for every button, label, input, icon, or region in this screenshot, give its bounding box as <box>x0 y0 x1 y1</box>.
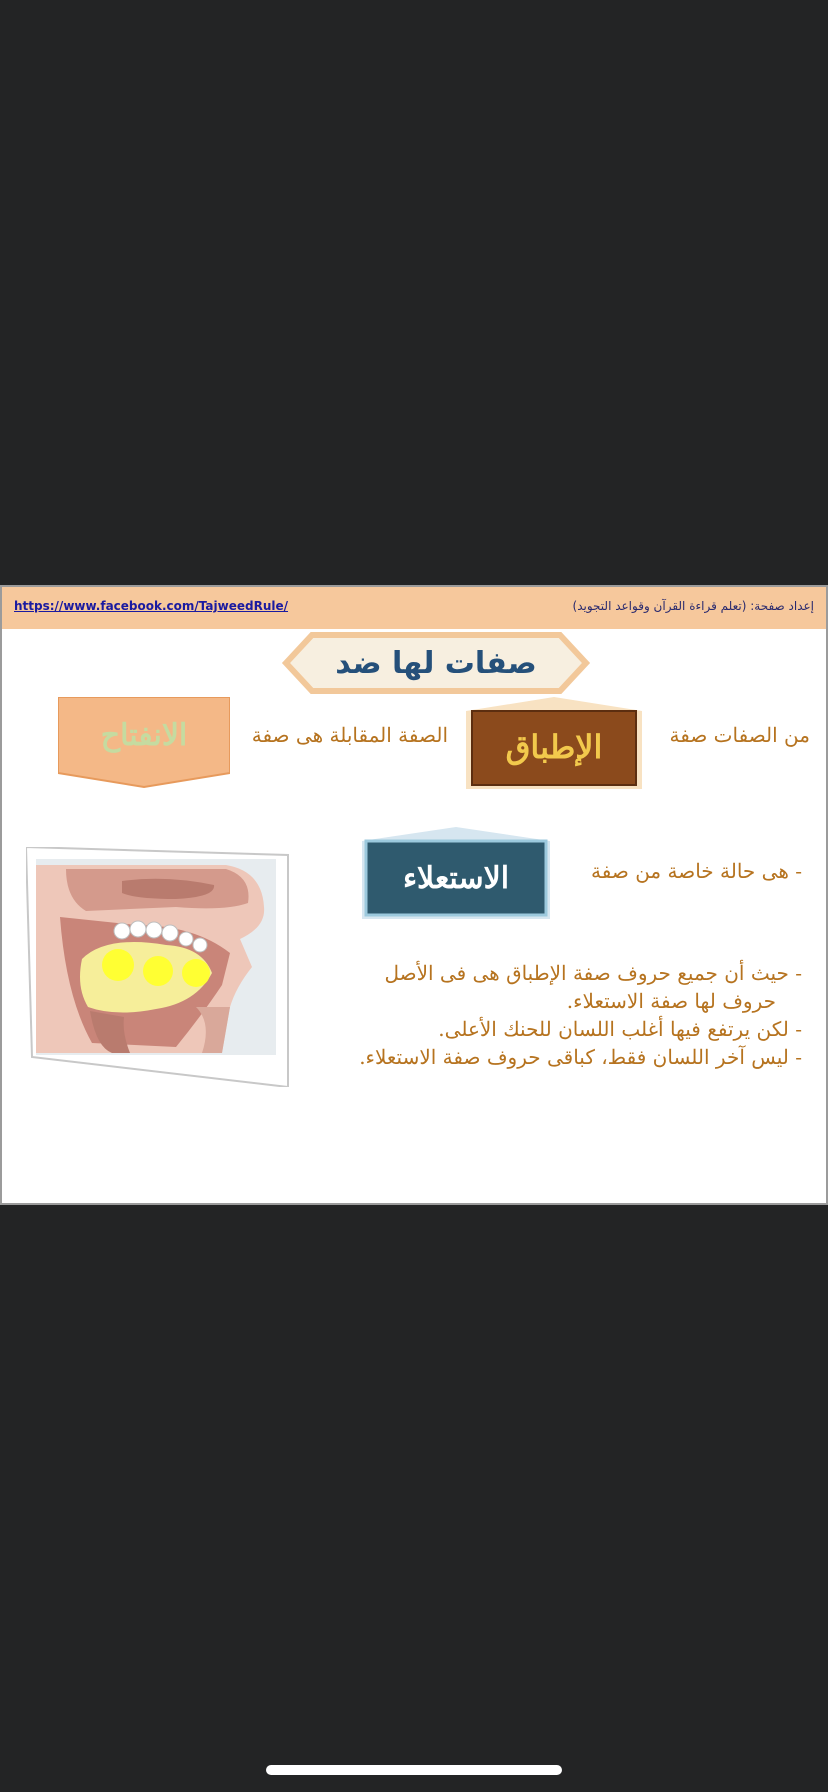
page-credit: إعداد صفحة: (تعلم قراءة القرآن وقواعد التجويد) <box>572 599 814 613</box>
bullet-1: - حيث أن جميع حروف صفة الإطباق هى فى الأصل <box>384 961 802 985</box>
facebook-link[interactable]: https://www.facebook.com/TajweedRule/ <box>14 599 289 613</box>
istila-box <box>362 827 550 919</box>
line2-text: - هى حالة خاصة من صفة <box>591 859 802 883</box>
itbaq-label: الإطباق <box>505 728 603 766</box>
line1-prefix: من الصفات صفة <box>669 723 810 747</box>
line1-middle: الصفة المقابلة هى صفة <box>251 723 448 747</box>
mouth-diagram-image <box>26 847 290 1087</box>
bullet-3: - ليس آخر اللسان فقط، كباقى حروف صفة الاستعلاء. <box>359 1045 802 1069</box>
infitah-label: الانفتاح <box>100 717 188 753</box>
bullet-2: - لكن يرتفع فيها أغلب اللسان للحنك الأعلى. <box>438 1017 802 1041</box>
slide-title: صفات لها ضد <box>335 645 537 681</box>
title-banner <box>266 631 606 695</box>
slide-image <box>0 585 828 1205</box>
itbaq-box <box>466 697 642 789</box>
infitah-box <box>58 697 230 789</box>
istila-label: الاستعلاء <box>402 860 510 896</box>
bullet-1-cont: حروف لها صفة الاستعلاء. <box>566 989 776 1013</box>
header-bar <box>2 587 826 629</box>
home-indicator[interactable] <box>266 1765 562 1775</box>
